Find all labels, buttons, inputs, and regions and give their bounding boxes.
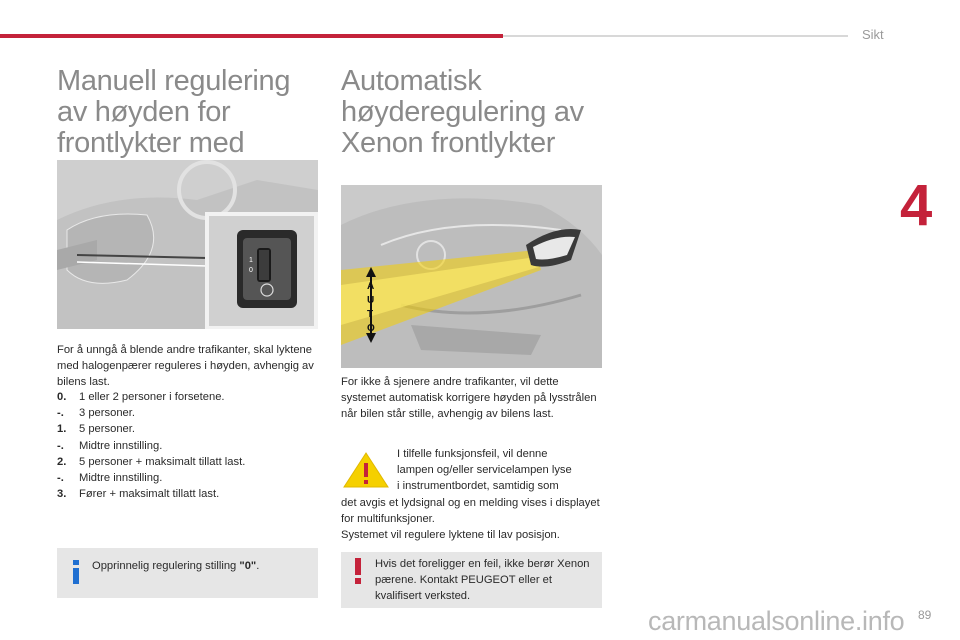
legend-text: 5 personer. [79,423,135,436]
legend-text: Fører + maksimalt tillatt last. [79,488,220,501]
info-icon [71,560,81,584]
chapter-number: 4 [900,173,933,238]
legend-row [57,421,319,437]
auto-label-u: U [367,295,375,306]
dashboard-illustration [57,160,318,329]
xenon-headlamp-photo [341,185,602,368]
legend-key: 0. [57,391,67,403]
info-box [57,548,318,598]
info-value: "0" [239,560,257,572]
alert-text: Hvis det foreligger en feil, ikke berør Xenon pærene. Kontakt PEUGEOT eller et kvalifisert verksted. [375,558,590,602]
legend-text: Midtre innstilling. [79,472,163,485]
legend-row [57,438,319,454]
legend-key: 2. [57,455,67,468]
legend-row [57,486,319,502]
legend-row [57,470,319,486]
info-label: Opprinnelig regulering stilling [92,560,240,572]
headlamp-illustration [341,185,602,368]
header-rule [503,35,848,37]
warning-line: I tilfelle funksjonsfeil, vil denne [397,448,548,460]
warning-line: i instrumentbordet, samtidig som [397,480,559,493]
legend-row [57,405,319,421]
legend-text: Midtre innstilling. [79,439,163,452]
header-accent-bar [0,34,503,38]
legend-text: 5 personer + maksimalt tillatt last. [79,455,246,468]
auto-label-t: T [367,309,374,320]
exclamation-icon [353,558,363,584]
legend-row [57,389,319,405]
alert-box [341,552,602,608]
legend-key: -. [57,407,64,420]
svg-text:0: 0 [249,267,253,274]
legend-key: 1. [57,423,67,436]
warning-last-line: Systemet vil regulere lyktene til lav posisjon. [341,529,560,542]
auto-label-a: A [367,281,375,292]
warning-line: lampen og/eller servicelampen lyse [397,464,572,477]
info-tail: . [256,560,260,572]
page-number: 89 [918,608,932,622]
legend-key: -. [57,439,64,452]
section-label: Sikt [862,27,884,42]
auto-label-o: O [367,323,375,334]
warning-continuation: det avgis et lydsignal og en melding vises i displayet for multifunksjoner. [341,496,600,525]
warning-paragraph [341,446,603,543]
load-legend [57,389,319,502]
left-title: Manuell regulering av høyden for frontlykter med [57,65,291,159]
dashboard-photo [57,160,318,329]
watermark: carmanualsonline.info [648,606,905,636]
legend-key: 3. [57,488,67,501]
right-intro-paragraph: For ikke å sjenere andre trafikanter, vil dette systemet automatisk korrigere høyden på lysstrålen når bilen står stille, avhengig av bilens last. [341,376,597,421]
left-intro-paragraph: For å unngå å blende andre trafikanter, skal lyktene med halogenpærer reguleres i høyden, avhengig av bilens last. [57,344,314,389]
info-text [92,558,307,574]
legend-row [57,454,319,470]
right-title: Automatisk høyderegulering av Xenon frontlykter [341,65,584,159]
legend-key: -. [57,472,64,485]
svg-text:1: 1 [249,257,253,264]
legend-text: 1 eller 2 personer i forsetene. [79,391,225,403]
legend-text: 3 personer. [79,407,135,420]
